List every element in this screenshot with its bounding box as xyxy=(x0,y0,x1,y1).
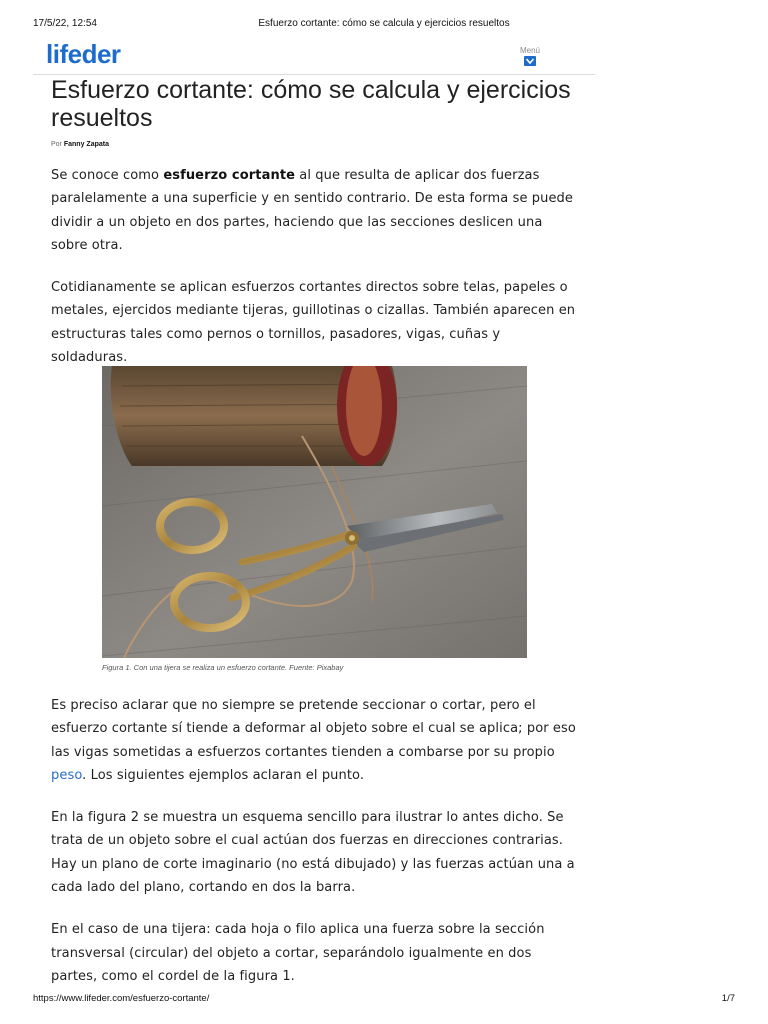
paragraph-3-text: Es preciso aclarar que no siempre se pretende seccionar o cortar, pero el esfuerzo cortante sí tiende a deformar al objeto sobre el cual se aplica; por eso las vigas sometidas a esfuerzos cortantes tienden a combarse por su propio xyxy=(51,698,576,760)
print-header xyxy=(33,18,735,32)
chevron-down-icon xyxy=(524,56,536,66)
site-logo[interactable]: lifeder xyxy=(46,39,121,69)
print-url: https://www.lifeder.com/esfuerzo-cortante/ xyxy=(33,993,210,1004)
article-title: Esfuerzo cortante: cómo se calcula y ejercicios resueltos xyxy=(51,76,571,132)
menu-label: Menú xyxy=(519,46,540,55)
site-header xyxy=(33,38,595,75)
paragraph-3-end: . Los siguientes ejemplos aclaran el punto. xyxy=(82,767,365,783)
paragraph-2: Cotidianamente se aplican esfuerzos cortantes directos sobre telas, papeles o metales, ejercidos mediante tijeras, guillotinas o cizallas. También aparecen en estructuras tales como pernos o tornillos, pasadores, vigas, cuñas y soldaduras. xyxy=(51,280,576,366)
term-esfuerzo-cortante: esfuerzo cortante xyxy=(163,168,296,183)
page-number: 1/7 xyxy=(721,993,735,1004)
byline-prefix: Por xyxy=(51,141,62,148)
paragraph-4: En la figura 2 se muestra un esquema sencillo para ilustrar lo antes dicho. Se trata de un objeto sobre el cual actúan dos fuerzas en direcciones contrarias. Hay un plano de corte imaginario (no está dibujado) y las fuerzas actúan una a cada lado del plano, cortando en dos la barra. xyxy=(51,810,575,896)
paragraph-1 xyxy=(51,164,576,257)
paragraph-1-rest: al que resulta de aplicar dos fuerzas paralelamente a una superficie y en sentido contrario. De esta forma se puede dividir a un objeto en dos partes, haciendo que las secciones deslicen una sobre otra. xyxy=(51,168,574,253)
figure-caption: Figura 1. Con una tijera se realiza un esfuerzo cortante. Fuente: Pixabay xyxy=(102,663,344,672)
scissors-twine-photo xyxy=(102,366,527,658)
paragraph-1-intro: Se conoce como xyxy=(51,168,164,183)
paragraph-5: En el caso de una tijera: cada hoja o filo aplica una fuerza sobre la sección transversal (circular) del objeto a cortar, separándolo igualmente en dos partes, como el cordel de la figura 1. xyxy=(51,922,545,984)
author-link[interactable]: Fanny Zapata xyxy=(63,141,109,148)
print-date: 17/5/22, 12:54 xyxy=(33,18,97,29)
paragraph-3 xyxy=(51,694,576,787)
figure-1 xyxy=(102,366,527,672)
print-page-title: Esfuerzo cortante: cómo se calcula y ejercicios resueltos xyxy=(258,18,510,29)
menu-button[interactable] xyxy=(517,46,543,66)
article-body xyxy=(51,76,576,369)
print-footer xyxy=(33,993,735,1007)
article-body-continued xyxy=(51,694,576,988)
link-peso[interactable]: peso xyxy=(51,767,83,783)
byline xyxy=(51,141,576,148)
